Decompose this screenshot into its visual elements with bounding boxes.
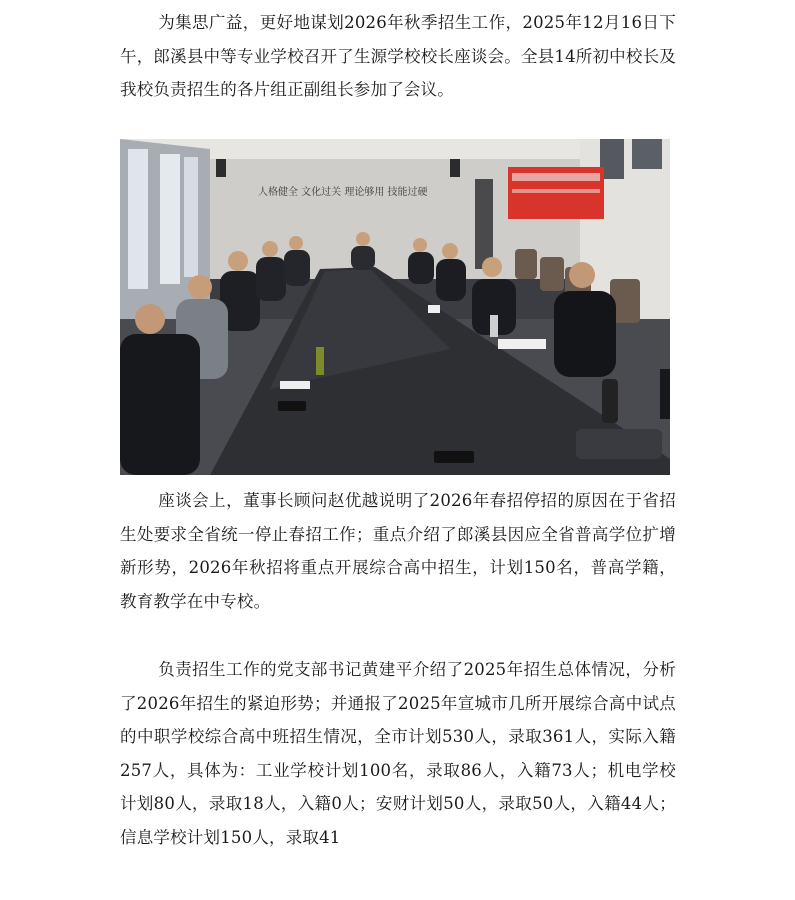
person-head <box>569 262 595 288</box>
person-body <box>256 257 286 301</box>
wall-slogan: 人格健全 文化过关 理论够用 技能过硬 <box>258 187 428 198</box>
meeting-photo <box>120 139 670 475</box>
tea-cup <box>490 315 498 337</box>
person-head <box>135 304 165 334</box>
paragraph-meeting-text: 座谈会上，董事长顾问赵优越说明了2026年春招停招的原因在于省招生处要求全省统一停止春招工作；重点介绍了郎溪县因应全省普高学位扩增新形势，2026年秋招将重点开展综合高中招生，计划150名，普高学籍，教育教学在中专校。 <box>120 491 676 611</box>
paragraph-meeting <box>120 484 676 618</box>
meeting-photo-illustration <box>120 139 670 475</box>
window-pane <box>128 149 148 289</box>
person-body <box>284 250 310 286</box>
person-head <box>228 251 248 271</box>
person-body <box>660 369 670 419</box>
person-body <box>436 259 466 301</box>
person-head <box>482 257 502 277</box>
phone <box>434 451 474 463</box>
paragraph-intro <box>120 6 676 107</box>
window-pane <box>184 157 198 277</box>
banner-stripe <box>512 173 600 181</box>
paper <box>498 339 546 349</box>
person-head <box>188 275 212 299</box>
bag <box>576 429 662 459</box>
window-pane <box>160 154 180 284</box>
door <box>475 179 493 269</box>
chair <box>515 249 537 279</box>
person-head <box>413 238 427 252</box>
person-body <box>408 252 434 284</box>
tea-cup <box>316 347 324 375</box>
thermos <box>602 379 618 423</box>
paragraph-intro-text: 为集思广益，更好地谋划2026年秋季招生工作，2025年12月16日下午，郎溪县中等专业学校召开了生源学校校长座谈会。全县14所初中校长及我校负责招生的各片组正副组长参加了会议。 <box>120 13 676 100</box>
person-head <box>289 236 303 250</box>
speaker <box>450 159 460 177</box>
person-head <box>262 241 278 257</box>
person-head <box>356 232 370 246</box>
person-body <box>120 334 200 475</box>
person-body <box>554 291 616 377</box>
banner-stripe <box>512 189 600 193</box>
phone <box>278 401 306 411</box>
paper <box>280 381 310 389</box>
right-window <box>632 139 662 169</box>
person-head <box>442 243 458 259</box>
person-body <box>351 246 375 270</box>
chair <box>540 257 564 291</box>
paper <box>428 305 440 313</box>
paragraph-report <box>120 653 676 855</box>
speaker <box>216 159 226 177</box>
paragraph-report-text: 负责招生工作的党支部书记黄建平介绍了2025年招生总体情况，分析了2026年招生的紧迫形势；并通报了2025年宣城市几所开展综合高中试点的中职学校综合高中班招生情况，全市计划530人，录取361人，实际入籍257人，具体为：工业学校计划100名，录取86人，入籍73人；机电学校计划80人，录取18人，入籍0人；安财计划50人，录取50人，入籍44人；信息学校计划150人，录取41 <box>120 660 676 847</box>
